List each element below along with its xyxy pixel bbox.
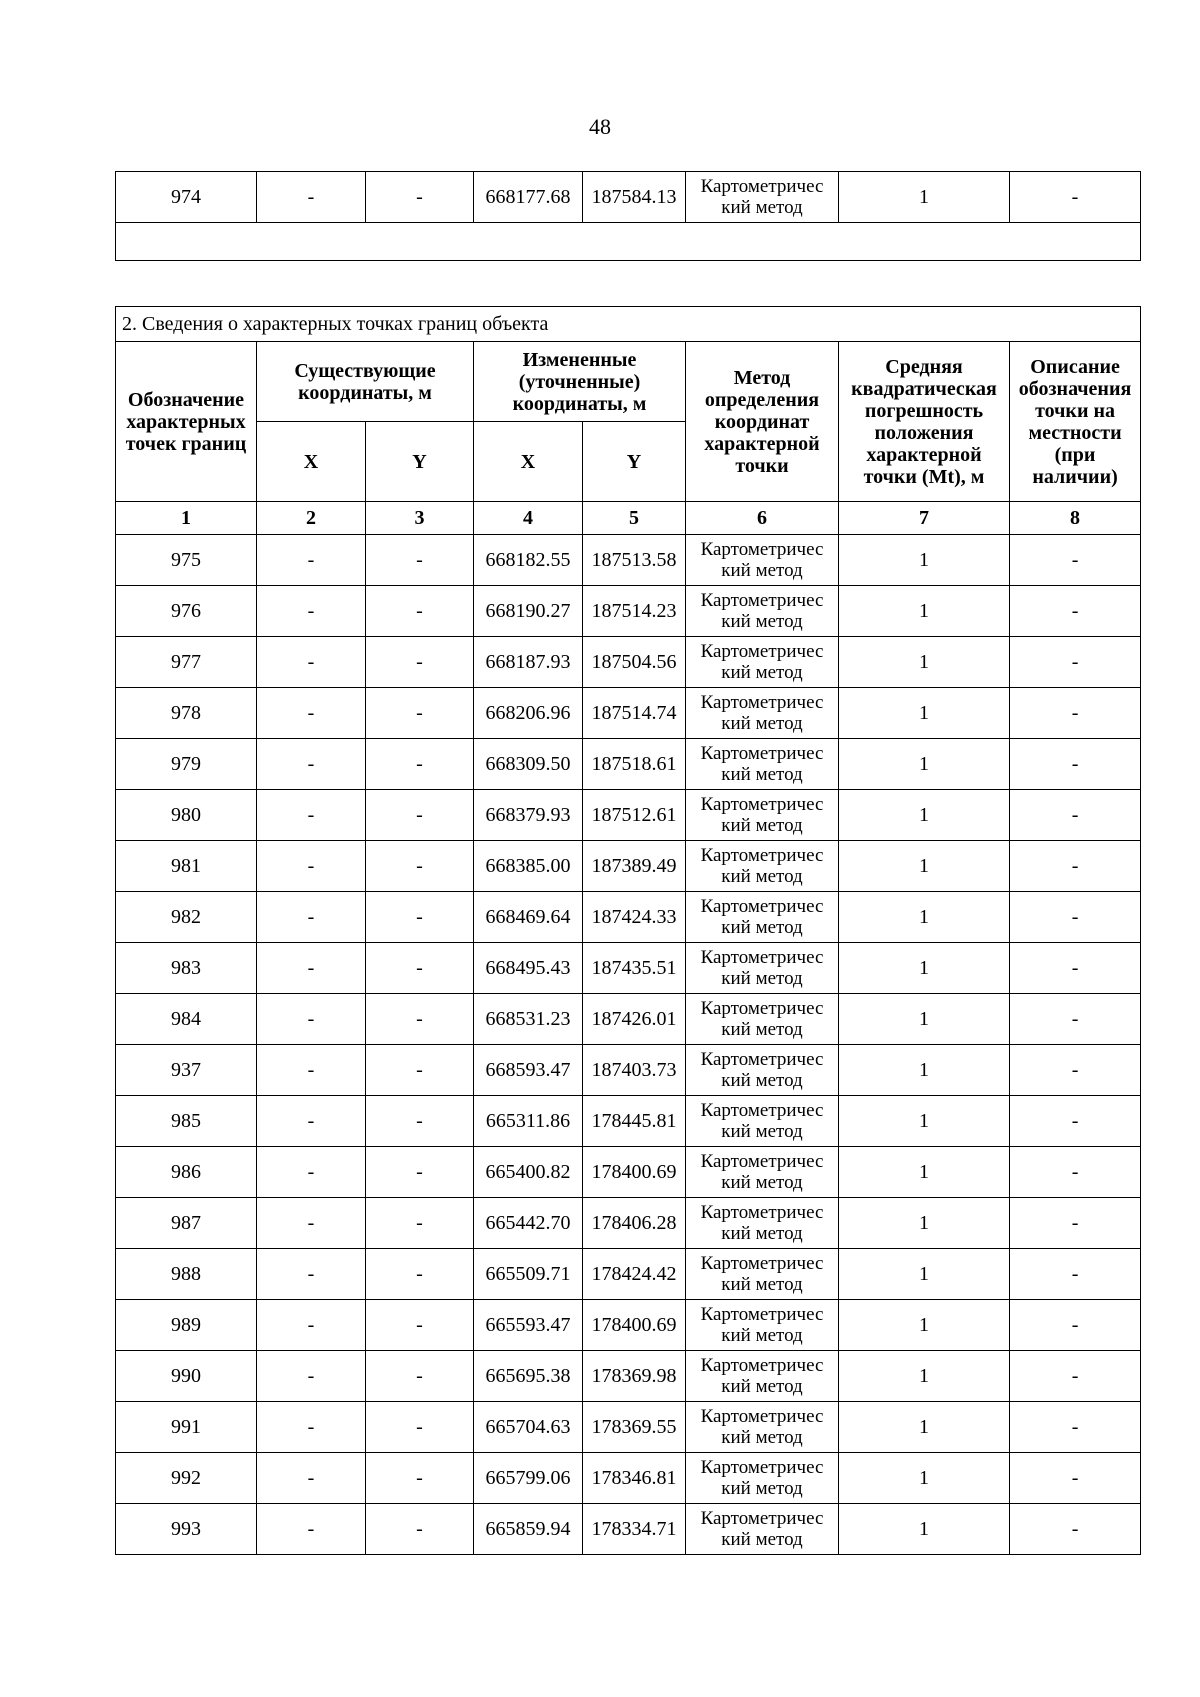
point-id: 979 (116, 739, 257, 790)
point-id: 986 (116, 1147, 257, 1198)
existing-y: - (366, 1504, 474, 1555)
error-mt: 1 (839, 1147, 1010, 1198)
section-caption: 2. Сведения о характерных точках границ объекта (116, 307, 1141, 342)
existing-x: - (257, 172, 366, 223)
existing-x: - (257, 1147, 366, 1198)
point-id: 990 (116, 1351, 257, 1402)
changed-y: 187504.56 (583, 637, 686, 688)
column-number: 7 (839, 502, 1010, 535)
column-number: 2 (257, 502, 366, 535)
point-id: 980 (116, 790, 257, 841)
changed-x: 668593.47 (474, 1045, 583, 1096)
point-id: 984 (116, 994, 257, 1045)
changed-y: 187518.61 (583, 739, 686, 790)
point-id: 977 (116, 637, 257, 688)
existing-x: - (257, 1045, 366, 1096)
changed-x: 665799.06 (474, 1453, 583, 1504)
changed-x: 668495.43 (474, 943, 583, 994)
existing-y: - (366, 841, 474, 892)
method: Картометричес кий метод (686, 1351, 839, 1402)
point-id: 985 (116, 1096, 257, 1147)
table-row (116, 1504, 1141, 1555)
table-row (116, 637, 1141, 688)
method: Картометричес кий метод (686, 892, 839, 943)
changed-x: 668531.23 (474, 994, 583, 1045)
method: Картометричес кий метод (686, 535, 839, 586)
description: - (1010, 1045, 1141, 1096)
table-row (116, 1045, 1141, 1096)
table-row (116, 1351, 1141, 1402)
point-id: 981 (116, 841, 257, 892)
table-row (116, 790, 1141, 841)
changed-x: 665593.47 (474, 1300, 583, 1351)
changed-y: 178424.42 (583, 1249, 686, 1300)
method: Картометричес кий метод (686, 994, 839, 1045)
point-id: 983 (116, 943, 257, 994)
empty-row (116, 223, 1141, 261)
table-row (116, 1402, 1141, 1453)
changed-y: 178400.69 (583, 1147, 686, 1198)
header-existing: Существующие координаты, м (257, 342, 474, 422)
existing-x: - (257, 1096, 366, 1147)
boundary-points-table (115, 306, 1141, 1555)
error-mt: 1 (839, 892, 1010, 943)
description: - (1010, 1300, 1141, 1351)
method: Картометричес кий метод (686, 790, 839, 841)
error-mt: 1 (839, 1198, 1010, 1249)
error-mt: 1 (839, 688, 1010, 739)
header-existing-x: X (257, 422, 366, 502)
existing-x: - (257, 943, 366, 994)
changed-x: 668206.96 (474, 688, 583, 739)
header-description: Описание обозначения точки на местности (при наличии) (1010, 342, 1141, 502)
point-id: 978 (116, 688, 257, 739)
table-row (116, 841, 1141, 892)
existing-x: - (257, 1198, 366, 1249)
table-row (116, 1198, 1141, 1249)
existing-y: - (366, 790, 474, 841)
existing-y: - (366, 1351, 474, 1402)
method: Картометричес кий метод (686, 1504, 839, 1555)
changed-x: 668385.00 (474, 841, 583, 892)
changed-x: 665704.63 (474, 1402, 583, 1453)
column-numbers-row (116, 502, 1141, 535)
changed-y: 187513.58 (583, 535, 686, 586)
existing-y: - (366, 1045, 474, 1096)
changed-x: 668182.55 (474, 535, 583, 586)
table-row (116, 994, 1141, 1045)
column-number: 1 (116, 502, 257, 535)
method: Картометричес кий метод (686, 739, 839, 790)
error-mt: 1 (839, 739, 1010, 790)
error-mt: 1 (839, 637, 1010, 688)
continuation-table (115, 171, 1141, 261)
description: - (1010, 688, 1141, 739)
existing-x: - (257, 1504, 366, 1555)
header-designation: Обозначение характерных точек границ (116, 342, 257, 502)
existing-x: - (257, 994, 366, 1045)
description: - (1010, 739, 1141, 790)
existing-y: - (366, 1147, 474, 1198)
existing-x: - (257, 841, 366, 892)
changed-y: 178406.28 (583, 1198, 686, 1249)
existing-y: - (366, 1402, 474, 1453)
changed-x: 665695.38 (474, 1351, 583, 1402)
existing-x: - (257, 688, 366, 739)
table-row (116, 943, 1141, 994)
point-id: 937 (116, 1045, 257, 1096)
column-number: 8 (1010, 502, 1141, 535)
existing-y: - (366, 994, 474, 1045)
description: - (1010, 841, 1141, 892)
existing-x: - (257, 739, 366, 790)
method: Картометричес кий метод (686, 1300, 839, 1351)
error-mt: 1 (839, 994, 1010, 1045)
error-mt: 1 (839, 1045, 1010, 1096)
existing-y: - (366, 637, 474, 688)
table-row (116, 1300, 1141, 1351)
existing-y: - (366, 535, 474, 586)
description: - (1010, 994, 1141, 1045)
description: - (1010, 172, 1141, 223)
existing-y: - (366, 1249, 474, 1300)
point-id: 974 (116, 172, 257, 223)
table-row (116, 586, 1141, 637)
table-row (116, 1249, 1141, 1300)
description: - (1010, 1504, 1141, 1555)
existing-y: - (366, 586, 474, 637)
changed-y: 187512.61 (583, 790, 686, 841)
header-error: Средняя квадратическая погрешность положения характерной точки (Mt), м (839, 342, 1010, 502)
changed-x: 665311.86 (474, 1096, 583, 1147)
changed-y: 187424.33 (583, 892, 686, 943)
changed-x: 668379.93 (474, 790, 583, 841)
method: Картометричес кий метод (686, 943, 839, 994)
changed-y: 187403.73 (583, 1045, 686, 1096)
changed-y: 178369.98 (583, 1351, 686, 1402)
changed-x: 668190.27 (474, 586, 583, 637)
changed-y: 178400.69 (583, 1300, 686, 1351)
method: Картометричес кий метод (686, 172, 839, 223)
description: - (1010, 1147, 1141, 1198)
method: Картометричес кий метод (686, 841, 839, 892)
method: Картометричес кий метод (686, 637, 839, 688)
error-mt: 1 (839, 1300, 1010, 1351)
changed-y: 178445.81 (583, 1096, 686, 1147)
error-mt: 1 (839, 841, 1010, 892)
existing-x: - (257, 1300, 366, 1351)
point-id: 987 (116, 1198, 257, 1249)
existing-x: - (257, 1351, 366, 1402)
existing-x: - (257, 535, 366, 586)
existing-x: - (257, 892, 366, 943)
existing-y: - (366, 1300, 474, 1351)
method: Картометричес кий метод (686, 1453, 839, 1504)
existing-x: - (257, 790, 366, 841)
changed-y: 187584.13 (583, 172, 686, 223)
error-mt: 1 (839, 172, 1010, 223)
description: - (1010, 943, 1141, 994)
existing-y: - (366, 1096, 474, 1147)
changed-y: 187389.49 (583, 841, 686, 892)
table-row (116, 892, 1141, 943)
column-number: 3 (366, 502, 474, 535)
point-id: 993 (116, 1504, 257, 1555)
existing-y: - (366, 943, 474, 994)
existing-x: - (257, 637, 366, 688)
error-mt: 1 (839, 1249, 1010, 1300)
point-id: 982 (116, 892, 257, 943)
changed-y: 187435.51 (583, 943, 686, 994)
header-changed-x: X (474, 422, 583, 502)
point-id: 976 (116, 586, 257, 637)
error-mt: 1 (839, 1402, 1010, 1453)
header-changed-y: Y (583, 422, 686, 502)
error-mt: 1 (839, 535, 1010, 586)
description: - (1010, 1402, 1141, 1453)
existing-x: - (257, 1402, 366, 1453)
point-id: 975 (116, 535, 257, 586)
method: Картометричес кий метод (686, 586, 839, 637)
table-row (116, 739, 1141, 790)
point-id: 992 (116, 1453, 257, 1504)
changed-y: 187514.74 (583, 688, 686, 739)
description: - (1010, 892, 1141, 943)
method: Картометричес кий метод (686, 688, 839, 739)
method: Картометричес кий метод (686, 1198, 839, 1249)
existing-x: - (257, 1249, 366, 1300)
existing-y: - (366, 172, 474, 223)
method: Картометричес кий метод (686, 1096, 839, 1147)
description: - (1010, 535, 1141, 586)
description: - (1010, 586, 1141, 637)
method: Картометричес кий метод (686, 1249, 839, 1300)
changed-x: 668309.50 (474, 739, 583, 790)
header-changed: Измененные (уточненные) координаты, м (474, 342, 686, 422)
description: - (1010, 1453, 1141, 1504)
error-mt: 1 (839, 1096, 1010, 1147)
changed-y: 178369.55 (583, 1402, 686, 1453)
column-number: 5 (583, 502, 686, 535)
changed-x: 665400.82 (474, 1147, 583, 1198)
changed-y: 187426.01 (583, 994, 686, 1045)
method: Картометричес кий метод (686, 1147, 839, 1198)
point-id: 988 (116, 1249, 257, 1300)
changed-x: 668177.68 (474, 172, 583, 223)
description: - (1010, 637, 1141, 688)
error-mt: 1 (839, 790, 1010, 841)
existing-y: - (366, 1198, 474, 1249)
empty-cell (116, 223, 1141, 261)
existing-y: - (366, 739, 474, 790)
error-mt: 1 (839, 586, 1010, 637)
table-row (116, 1453, 1141, 1504)
changed-y: 178334.71 (583, 1504, 686, 1555)
existing-y: - (366, 1453, 474, 1504)
header-method: Метод определения координат характерной точки (686, 342, 839, 502)
changed-x: 665509.71 (474, 1249, 583, 1300)
method: Картометричес кий метод (686, 1402, 839, 1453)
page-number: 48 (589, 114, 611, 139)
description: - (1010, 1249, 1141, 1300)
description: - (1010, 1096, 1141, 1147)
table-row (116, 1147, 1141, 1198)
changed-x: 665859.94 (474, 1504, 583, 1555)
existing-x: - (257, 586, 366, 637)
error-mt: 1 (839, 1351, 1010, 1402)
method: Картометричес кий метод (686, 1045, 839, 1096)
error-mt: 1 (839, 1504, 1010, 1555)
column-number: 4 (474, 502, 583, 535)
error-mt: 1 (839, 1453, 1010, 1504)
table-row (116, 535, 1141, 586)
table-row (116, 688, 1141, 739)
changed-y: 178346.81 (583, 1453, 686, 1504)
error-mt: 1 (839, 943, 1010, 994)
changed-x: 668187.93 (474, 637, 583, 688)
changed-y: 187514.23 (583, 586, 686, 637)
description: - (1010, 1351, 1141, 1402)
point-id: 989 (116, 1300, 257, 1351)
column-number: 6 (686, 502, 839, 535)
header-existing-y: Y (366, 422, 474, 502)
existing-x: - (257, 1453, 366, 1504)
existing-y: - (366, 892, 474, 943)
existing-y: - (366, 688, 474, 739)
table-row (116, 172, 1141, 223)
description: - (1010, 1198, 1141, 1249)
changed-x: 665442.70 (474, 1198, 583, 1249)
point-id: 991 (116, 1402, 257, 1453)
description: - (1010, 790, 1141, 841)
changed-x: 668469.64 (474, 892, 583, 943)
table-row (116, 1096, 1141, 1147)
